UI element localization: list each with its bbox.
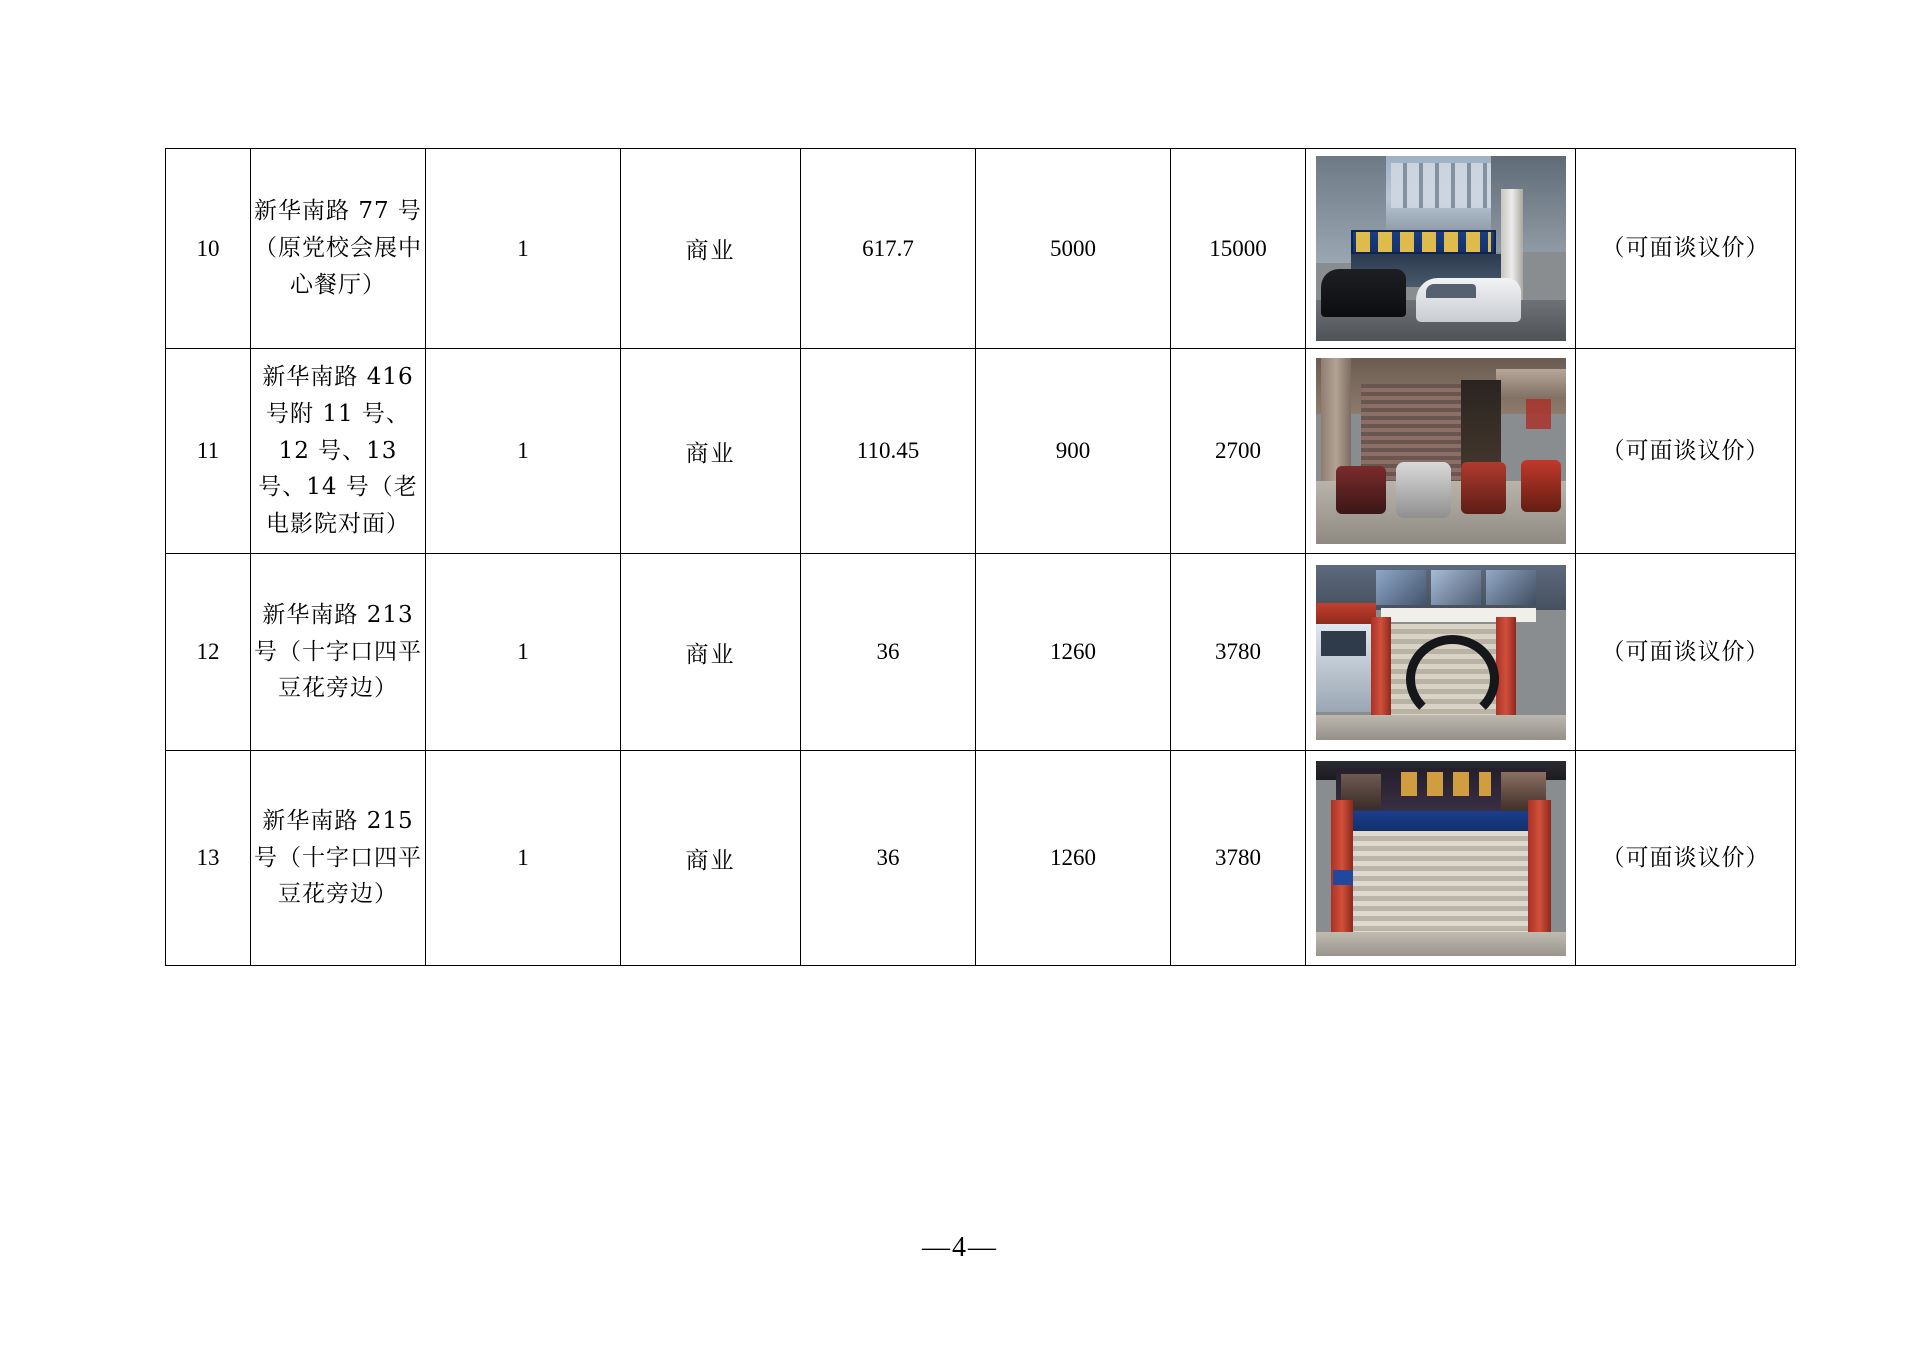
row-note: （可面谈议价） <box>1576 554 1796 751</box>
table-row <box>166 349 1796 554</box>
row-note: （可面谈议价） <box>1576 149 1796 349</box>
row-index: 10 <box>166 149 251 349</box>
row-index: 11 <box>166 349 251 554</box>
row-price: 5000 <box>976 149 1171 349</box>
row-area: 36 <box>801 751 976 966</box>
table-row <box>166 149 1796 349</box>
row-price: 1260 <box>976 751 1171 966</box>
shutter-shop-headphone-photo <box>1316 565 1566 740</box>
table-row <box>166 554 1796 751</box>
property-listing-table <box>165 148 1796 966</box>
row-address: 新华南路 77 号（原党校会展中心餐厅） <box>251 149 426 349</box>
row-usage: 商业 <box>621 751 801 966</box>
row-photo-cell <box>1306 751 1576 966</box>
row-address: 新华南路 416 号附 11 号、12 号、13 号、14 号（老电影院对面） <box>251 349 426 554</box>
page-number: —4— <box>922 1232 998 1263</box>
row-photo-cell <box>1306 149 1576 349</box>
row-total: 3780 <box>1171 751 1306 966</box>
row-total: 2700 <box>1171 349 1306 554</box>
row-address: 新华南路 213 号（十字口四平豆花旁边） <box>251 554 426 751</box>
hotel-facade-photo <box>1316 156 1566 341</box>
row-count: 1 <box>426 554 621 751</box>
row-price: 1260 <box>976 554 1171 751</box>
hair-salon-storefront-photo <box>1316 761 1566 956</box>
row-usage: 商业 <box>621 349 801 554</box>
row-total: 3780 <box>1171 554 1306 751</box>
row-area: 36 <box>801 554 976 751</box>
row-count: 1 <box>426 149 621 349</box>
row-photo-cell <box>1306 349 1576 554</box>
row-price: 900 <box>976 349 1171 554</box>
row-photo-cell <box>1306 554 1576 751</box>
row-count: 1 <box>426 751 621 966</box>
row-usage: 商业 <box>621 554 801 751</box>
row-area: 617.7 <box>801 149 976 349</box>
row-count: 1 <box>426 349 621 554</box>
row-usage: 商业 <box>621 149 801 349</box>
row-total: 15000 <box>1171 149 1306 349</box>
row-index: 13 <box>166 751 251 966</box>
row-index: 12 <box>166 554 251 751</box>
alley-scooters-photo <box>1316 358 1566 544</box>
row-note: （可面谈议价） <box>1576 751 1796 966</box>
table-row <box>166 751 1796 966</box>
row-address: 新华南路 215 号（十字口四平豆花旁边） <box>251 751 426 966</box>
row-note: （可面谈议价） <box>1576 349 1796 554</box>
row-area: 110.45 <box>801 349 976 554</box>
